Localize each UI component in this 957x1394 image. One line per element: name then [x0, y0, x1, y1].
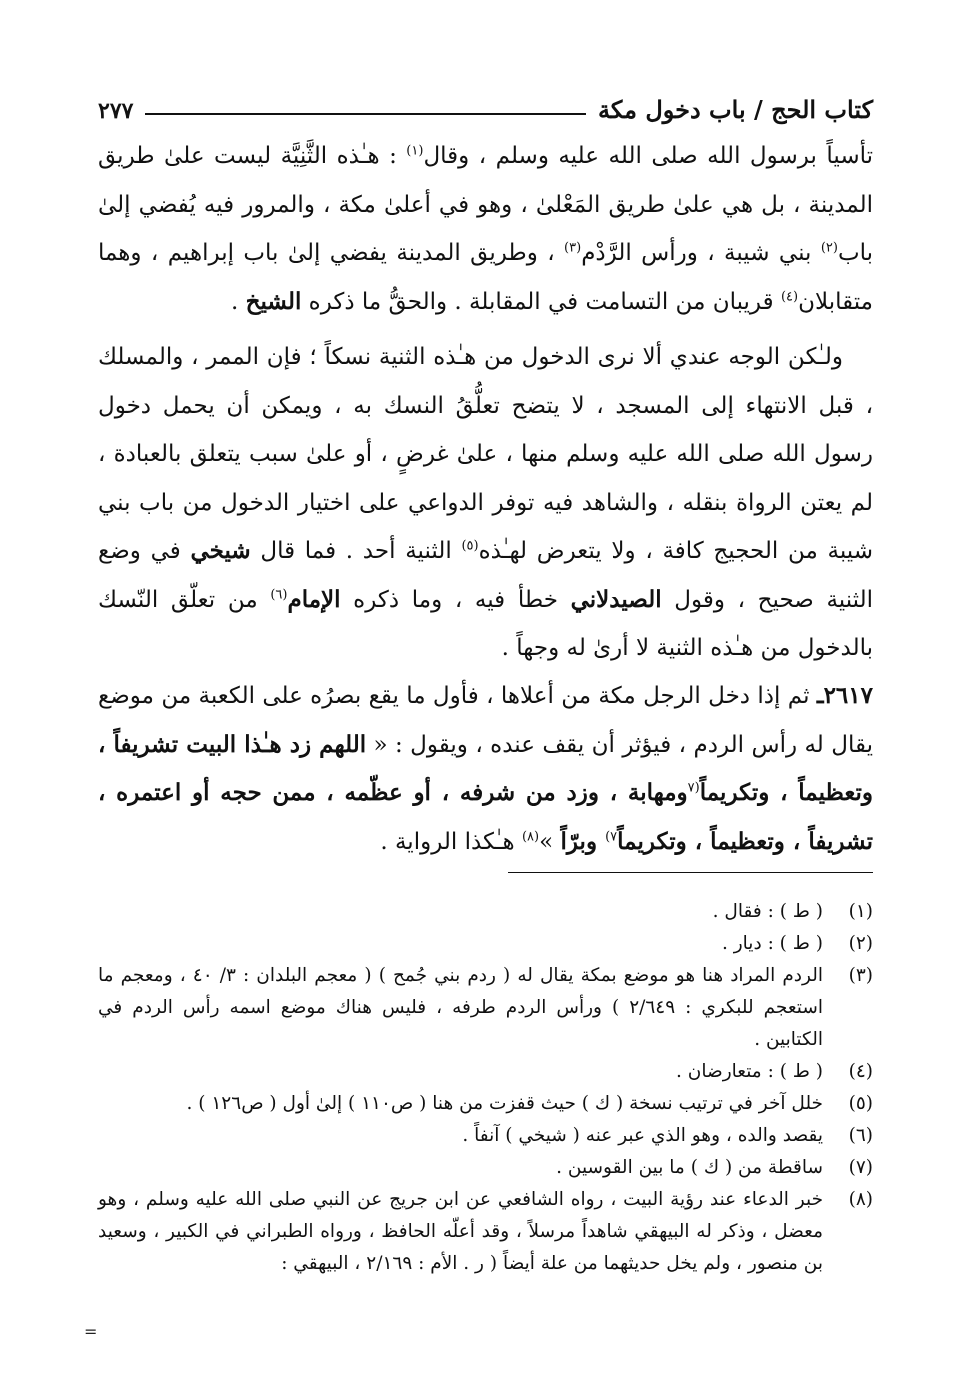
footnote-ref: (٥) [461, 538, 479, 554]
footnote-text: خبر الدعاء عند رؤية البيت ، رواه الشافعي عن ابن جريج عن النبي صلى الله عليه وسلم ، وهو معضل ، وذكر له البيهقي شاهداً مرسلاً ، وقد أعلّه الحافظ ، ورواه الطبراني في الكبير ، وسعيد بن منصور ، ولم يخل حديثهما من علة أيضاً ( ر . الأم : ٢/١٦٩ ، البيهقي : [98, 1189, 823, 1274]
text-run: بني شيبة ، ورأس الرَّدْم [581, 240, 821, 266]
footnote-ref: (٢) [820, 240, 838, 256]
footnote [98, 928, 873, 960]
footnote-number: (٨) [848, 1189, 873, 1210]
footnote-ref: (١) [406, 143, 424, 159]
footnote-number: (٢) [848, 933, 873, 954]
text-run: » [539, 828, 561, 855]
bold-term: شيخي [190, 537, 251, 564]
bold-term: الشيخ [245, 287, 302, 315]
dua-text: ومهابة ، وزد من شرفه ، أو عظّمه ، ممن حجه أو اعتمره ، تشريفاً ، وتعظيماً ، وتكريماً [98, 779, 873, 855]
bold-term: الإمام [287, 585, 341, 613]
bold-term: الصيدلاني [570, 585, 662, 613]
footnote [98, 960, 873, 1056]
footnote-number: (٤) [848, 1061, 873, 1082]
page-header [98, 82, 873, 124]
text-run: الثنية أحد . فما قال [250, 538, 462, 564]
footnote-number: (٧) [848, 1157, 873, 1178]
footnote-text: يقصد والده ، وهو الذي عبر عنه ( شيخي ) آنفاً . [462, 1125, 823, 1146]
text-run: ثم إذا دخل الرجل مكة من أعلاها ، فأول ما يقع بصرُه على الكعبة من موضع يقال له رأس الردم ، فيؤثر أن يقف عنده ، ويقول : « [98, 683, 873, 758]
footnote-number: (٣) [848, 965, 873, 986]
footnotes [98, 896, 873, 1280]
paragraph-3 [98, 672, 873, 866]
paragraph-2 [98, 333, 873, 673]
footnote-ref: (٨) [521, 828, 540, 844]
footnote [98, 1152, 873, 1184]
text-run: خطأ فيه ، وما ذكره [340, 586, 571, 613]
footnote-ref: (٣) [564, 240, 582, 256]
dua-text: اللهم زد هـٰذا البيت تشريفاً ، وتعظيماً ، وتكريماً [98, 730, 873, 806]
footnote-number: (١) [848, 901, 873, 922]
issue-number: ٢٦١٧ـ [816, 682, 873, 709]
footnote-ref: (٤) [780, 288, 799, 304]
footnote [98, 1184, 873, 1280]
footnote-ref: (٦) [270, 586, 288, 602]
text-run: قريبان من التسامت في المقابلة . والحقُّ ما ذكره [301, 288, 781, 315]
continuation-mark: = [84, 1322, 98, 1341]
footnote-text: ( ط ) : ديار . [721, 933, 823, 954]
footnote-text: خلل آخر في ترتيب نسخة ( ك ) حيث قفزت من هنا ( ص١١٠ ) إلىٰ أول ( ص١٢٦ ) . [186, 1093, 823, 1114]
footnote [98, 1056, 873, 1088]
footnote-text: ( ط ) : متعارضان . [676, 1061, 823, 1082]
paragraph-1 [98, 132, 873, 326]
text-run: . [231, 288, 246, 315]
dua-text: وبرّاً [560, 827, 606, 855]
text-run: ولـٰكن الوجه عندي ألا نرى الدخول من هـٰذه الثنية نسكاً ؛ فإن الممر ، والمسلك ، قبل الانتهاء إلى المسجد ، لا يتضح تعلُّقُ النسك به ، ويمكن أن يحمل دخول رسول الله صلى الله عليه وسلم منها ، علىٰ غرضٍ ، أو علىٰ سبب يتعلق بالعبادة ، لم يعتن الرواة بنقله ، والشاهد فيه توفر الدواعي على اختيار الدخول من باب بني شيبة من الحجيج كافة ، ولا يتعرض لهـٰذه [98, 344, 874, 564]
text-run: ، وطريق المدينة يفضي إلىٰ باب إبراهيم ، وهما متقابلان [98, 240, 873, 315]
footnote-number: (٦) [848, 1125, 873, 1146]
text-run: من تعلّق النّسك بالدخول من هـٰذه الثنية لا أرىٰ له وجهاً . [98, 586, 873, 661]
running-title: كتاب الحج / باب دخول مكة [597, 95, 873, 124]
footnote-text: ( ط ) : فقال . [712, 901, 823, 922]
text-run: تأسياً برسول الله صلى الله عليه وسلم ، وقال [423, 143, 873, 169]
footnote-ref: ٧) [605, 828, 618, 844]
footnote [98, 1088, 873, 1120]
footnote [98, 1120, 873, 1152]
page-number: ٢٧٧ [98, 98, 134, 124]
footnote-number: (٥) [848, 1093, 873, 1114]
footnote-text: ساقطة من ( ك ) ما بين القوسين . [556, 1157, 823, 1178]
text-run: في وضع الثنية صحيح ، وقول [98, 538, 874, 613]
footnote-separator [508, 872, 873, 873]
text-run: هـٰكذا الرواية . [380, 828, 522, 855]
text-run: : هـٰذه الثَّنِيَّة ليست علىٰ طريق المدينة ، بل هي علىٰ طريق المَعْلىٰ ، وهو في أعلىٰ مكة ، والمرور فيه يُفضي إلىٰ باب [98, 143, 874, 266]
header-rule [145, 113, 586, 115]
footnote [98, 896, 873, 928]
footnote-text: الردم المراد هنا هو موضع بمكة يقال له ( ردم بني جُمح ) ( معجم البلدان : ٣/ ٤٠ ، ومعجم ما استعجم للبكري : ٢/٦٤٩ ) ورأس الردم طرفه ، فليس هناك موضع اسمه رأس الردم في الكتابين . [98, 965, 824, 1050]
footnote-ref: (٧ [687, 780, 700, 796]
